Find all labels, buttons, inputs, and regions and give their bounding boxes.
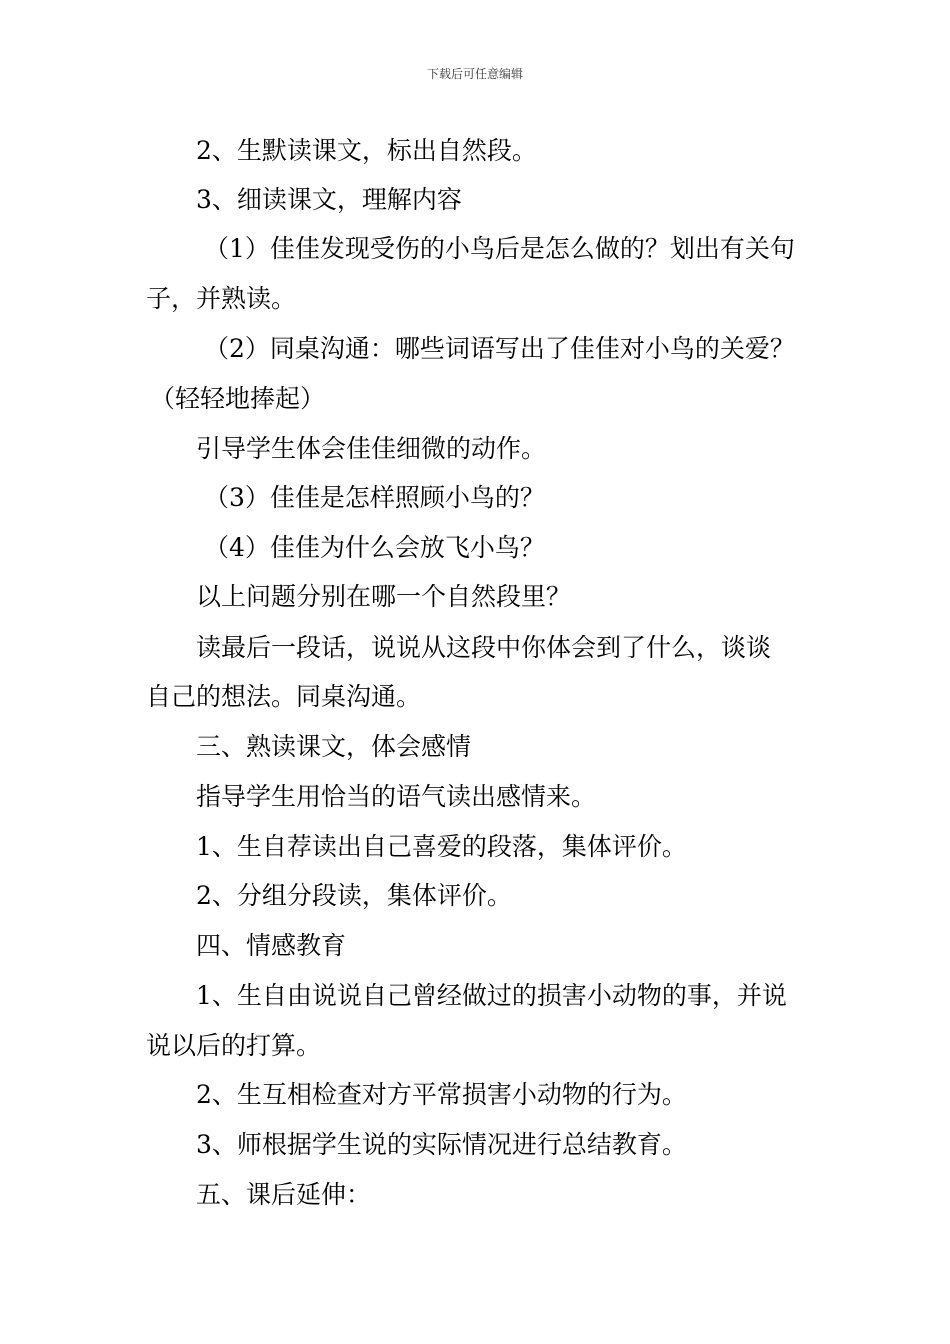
text-line: （3）佳佳是怎样照顾小鸟的？ [204,483,545,512]
text-line: 2、生互相检查对方平常损害小动物的行为。 [196,1080,687,1109]
text-line: 五、课后延伸： [196,1180,372,1209]
text-line: （2）同桌沟通：哪些词语写出了佳佳对小鸟的关爱？ [204,334,795,363]
text-line: （4）佳佳为什么会放飞小鸟？ [204,533,545,562]
text-line: （轻轻地捧起） [150,384,326,413]
text-line: 读最后一段话，说说从这段中你体会到了什么，谈谈 [196,633,772,662]
text-line: 2、生默读课文，标出自然段。 [196,136,537,165]
text-line: 以上问题分别在哪一个自然段里？ [196,582,572,611]
text-line: 说以后的打算。 [146,1031,322,1060]
text-line: （1）佳佳发现受伤的小鸟后是怎么做的？划出有关句 [204,234,795,263]
text-line: 三、熟读课文，体会感情 [196,732,472,761]
text-line: 3、细读课文，理解内容 [196,185,462,214]
text-line: 四、情感教育 [196,931,347,960]
text-line: 引导学生体会佳佳细微的动作。 [196,434,547,463]
text-line: 子，并熟读。 [146,284,297,313]
page-header: 下载后可任意编辑 [426,67,523,81]
text-line: 3、师根据学生说的实际情况进行总结教育。 [196,1130,687,1159]
text-line: 1、生自由说说自己曾经做过的损害小动物的事，并说 [196,981,787,1010]
text-line: 2、分组分段读，集体评价。 [196,881,512,910]
text-line: 自己的想法。同桌沟通。 [146,682,422,711]
text-line: 1、生自荐读出自己喜爱的段落，集体评价。 [196,832,687,861]
text-line: 指导学生用恰当的语气读出感情来。 [196,782,597,811]
